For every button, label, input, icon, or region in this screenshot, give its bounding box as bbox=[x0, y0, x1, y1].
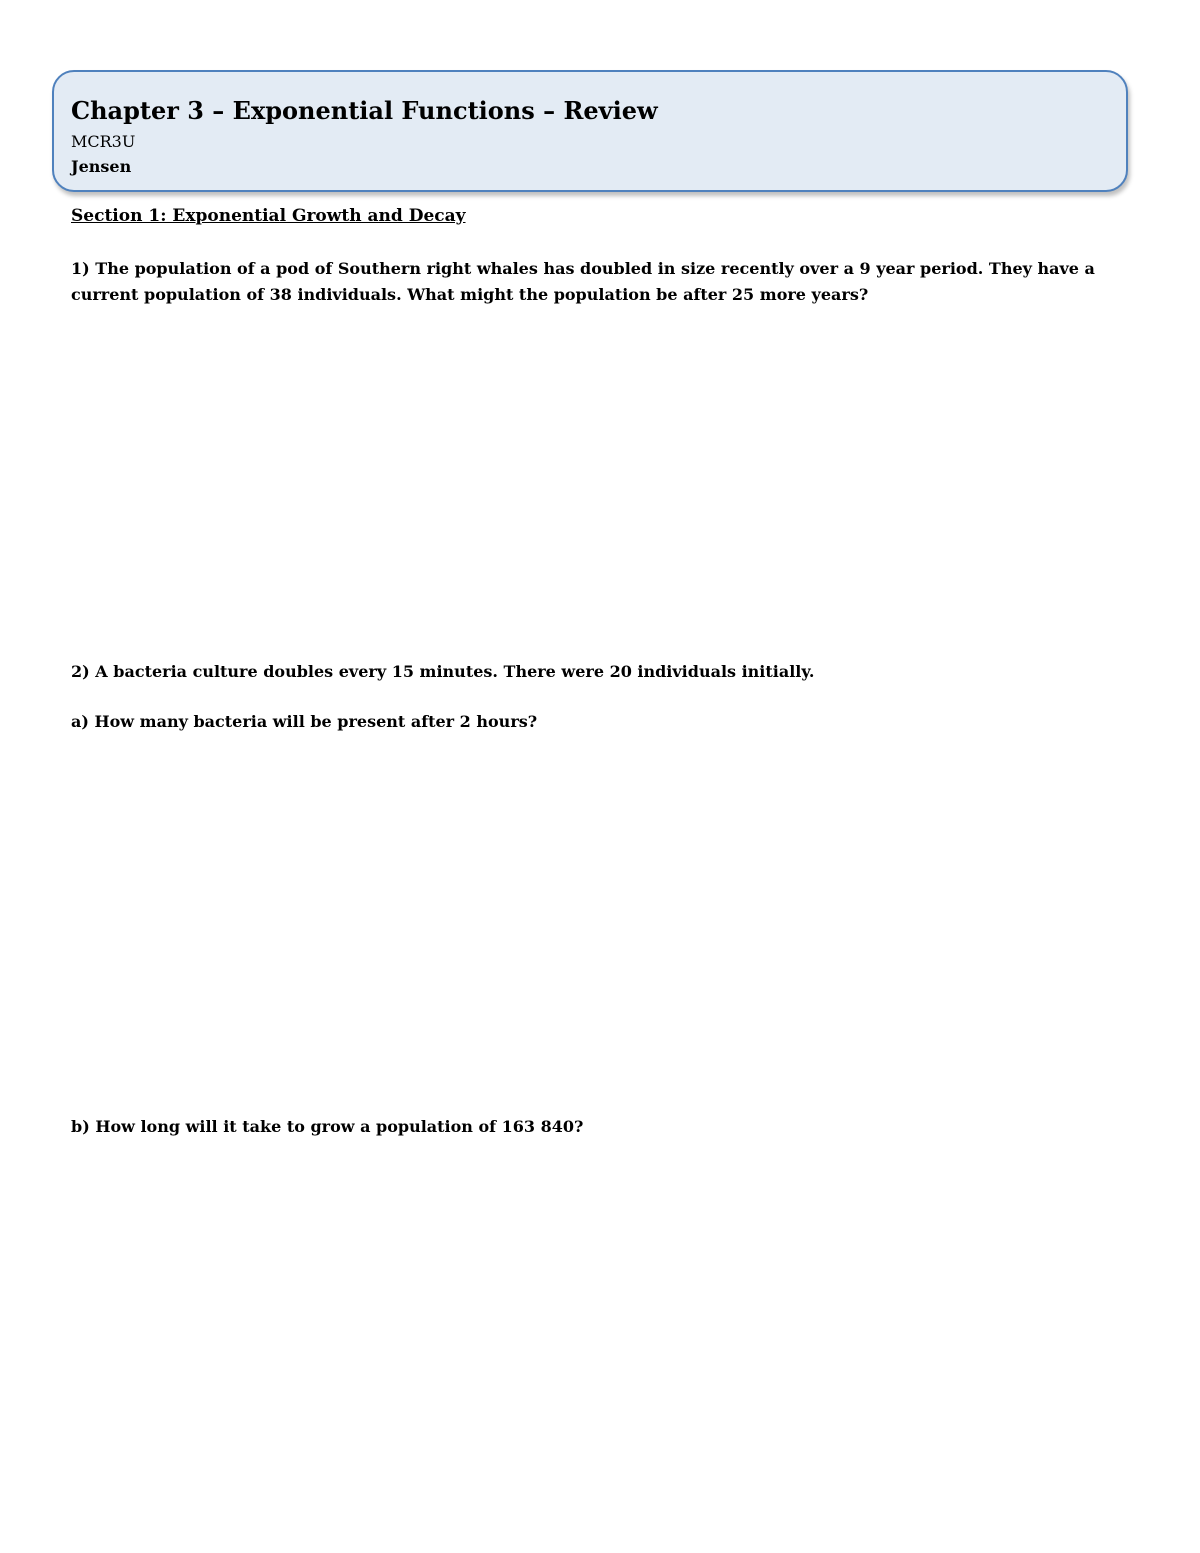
page-title: Chapter 3 – Exponential Functions – Review bbox=[71, 96, 658, 125]
question-2a bbox=[71, 709, 1131, 735]
question-number: 2) bbox=[71, 662, 90, 681]
question-number: a) bbox=[71, 712, 89, 731]
question-text: How many bacteria will be present after 2 hours? bbox=[94, 712, 538, 731]
question-text: A bacteria culture doubles every 15 minutes. There were 20 individuals initially. bbox=[95, 662, 815, 681]
question-text: How long will it take to grow a population of 163 840? bbox=[95, 1117, 584, 1136]
question-text: The population of a pod of Southern right whales has doubled in size recently over a 9 year period. They have a current population of 38 individuals. What might the population be after 25 more years? bbox=[71, 259, 1095, 304]
question-2 bbox=[71, 659, 1131, 685]
question-number: 1) bbox=[71, 259, 90, 278]
teacher-name: Jensen bbox=[71, 157, 132, 176]
question-1 bbox=[71, 256, 1131, 308]
header-box bbox=[52, 70, 1128, 192]
section-heading: Section 1: Exponential Growth and Decay bbox=[71, 206, 466, 226]
question-number: b) bbox=[71, 1117, 90, 1136]
question-2b bbox=[71, 1114, 1131, 1140]
course-code: MCR3U bbox=[71, 132, 136, 151]
